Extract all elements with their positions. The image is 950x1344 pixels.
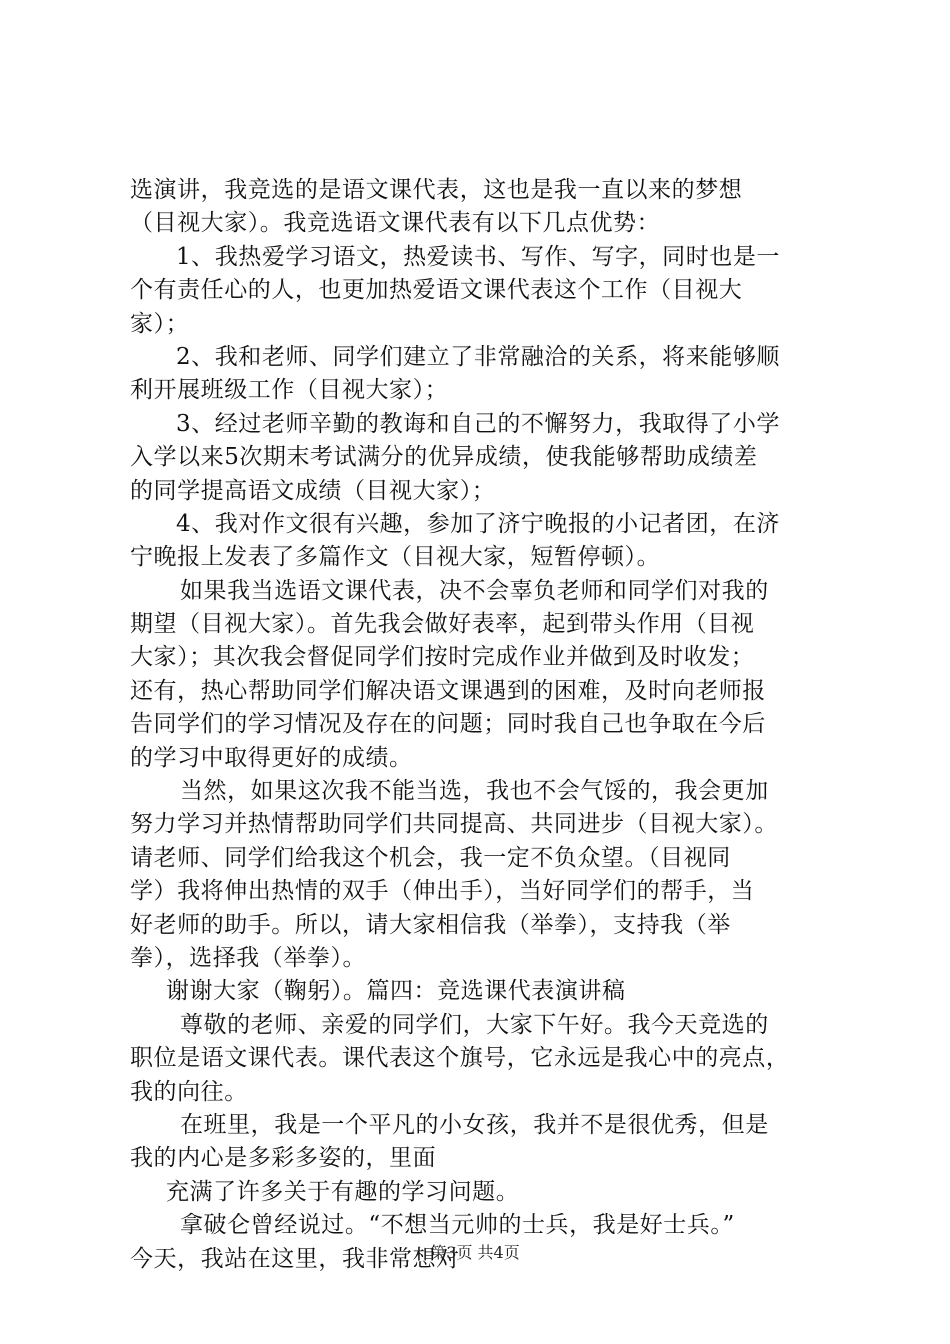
text-line: 的学习中取得更好的成绩。: [130, 744, 413, 771]
text-line: 拿破仑曾经说过。“不想当元帅的士兵，我是好士兵。”: [180, 1212, 735, 1239]
text-line: 期望（目视大家）。首先我会做好表率，起到带头作用（目视: [130, 611, 755, 638]
page-number-footer: 第3页 共4页: [430, 1243, 520, 1262]
text-line: 还有，热心帮助同学们解决语文课遇到的困难，及时向老师报: [130, 677, 766, 704]
text-line: 我的向往。: [130, 1078, 248, 1105]
text-line: 1、我热爱学习语文，热爱读书、写作、写字，同时也是一: [176, 243, 780, 270]
text-line: 学）我将伸出热情的双手（伸出手），当好同学们的帮手，当: [130, 878, 755, 905]
text-line: 大家）；其次我会督促同学们按时完成作业并做到及时收发；: [130, 644, 755, 671]
text-line: 3、经过老师辛勤的教诲和自己的不懈努力，我取得了小学: [176, 410, 780, 437]
text-line: 4、我对作文很有兴趣，参加了济宁晚报的小记者团，在济: [176, 510, 780, 537]
text-line: 如果我当选语文课代表，决不会辜负老师和同学们对我的: [180, 577, 769, 604]
text-line: 当然，如果这次我不能当选，我也不会气馁的，我会更加: [180, 778, 769, 805]
text-line: 2、我和老师、同学们建立了非常融洽的关系，将来能够顺: [176, 343, 780, 370]
text-line: 努力学习并热情帮助同学们共同提高、共同进步（目视大家）。: [130, 811, 778, 838]
text-line: 入学以来5次期末考试满分的优异成绩，使我能够帮助成绩差: [130, 444, 758, 471]
text-line: 我的内心是多彩多姿的，里面: [130, 1145, 437, 1172]
text-line: 好老师的助手。所以，请大家相信我（举拳），支持我（举: [130, 911, 731, 938]
text-line: 利开展班级工作（目视大家）；: [130, 377, 449, 404]
text-line: 选演讲，我竞选的是语文课代表，这也是我一直以来的梦想: [130, 177, 743, 203]
text-line: 宁晚报上发表了多篇作文（目视大家，短暂停顿）。: [130, 544, 661, 571]
text-line: 尊敬的老师、亲爱的同学们，大家下午好。我今天竞选的: [180, 1011, 769, 1038]
text-line: 充满了许多关于有趣的学习问题。: [166, 1178, 520, 1205]
text-line: 拳），选择我（举拳）。: [130, 944, 367, 971]
text-line: 职位是语文课代表。课代表这个旗号，它永远是我心中的亮点，: [130, 1045, 790, 1072]
text-line: （目视大家）。我竞选语文课代表有以下几点优势：: [130, 210, 661, 237]
text-line: 谢谢大家（鞠躬）。篇四：竞选课代表演讲稿: [166, 978, 626, 1005]
text-line: 个有责任心的人，也更加热爱语文课代表这个工作（目视大: [130, 277, 743, 304]
text-line: 今天，我站在这里，我非常想对: [130, 1245, 460, 1272]
text-line: 家）；: [130, 310, 190, 337]
text-line: 请老师、同学们给我这个机会，我一定不负众望。（目视同: [130, 844, 731, 871]
text-line: 的同学提高语文成绩（目视大家）；: [130, 477, 496, 504]
text-line: 在班里，我是一个平凡的小女孩，我并不是很优秀，但是: [180, 1111, 769, 1138]
body-text: [130, 174, 840, 1276]
text-line: 告同学们的学习情况及存在的问题；同时我自己也争取在今后: [130, 711, 766, 738]
